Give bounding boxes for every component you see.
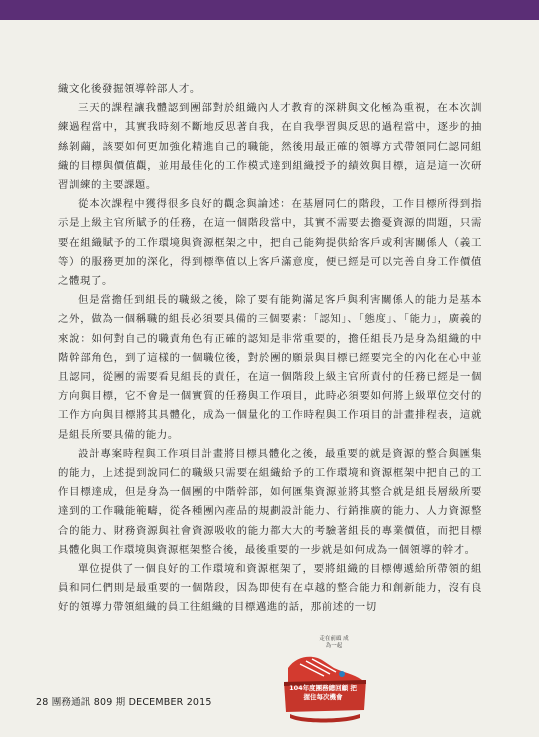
paragraph: 三天的課程讓我體認到團部對於組織內人才教育的深耕與文化極為重視，在本次訓練過程當中，其實我時刻不斷地反思著自我，在自我學習與反思的過程當中，逐步的抽絲剝繭，該要如何更加強化精進自己的職能，然後用最正確的領導方式帶領同仁認同組織的目標與價值觀，並用最佳化的工作模式達到組織授予的績效與目標，這是這一次研習訓練的主要課題。 xyxy=(58,102,482,192)
paragraph-continuation: 織文化後發掘領導幹部人才。 xyxy=(58,83,201,95)
paragraph: 單位提供了一個良好的工作環境和資源框架了，要將組織的目標傳遞給所帶領的組員和同仁們則是最重要的一個階段，因為即使有在卓越的整合能力和創新能力，沒有良好的領導力帶領組織的員工往組織的目標邁進的話，那前述的一切 xyxy=(58,563,482,614)
article-body xyxy=(58,80,482,618)
emblem-tag-text: 走在前頭 成為一起 xyxy=(319,636,349,649)
paragraph: 從本次課程中獲得很多良好的觀念與論述：在基層同仁的階段，工作目標所得到指示是上級主官所賦予的任務，在這一個階段當中，其實不需要去擔憂資源的問題，只需要在組織賦予的工作環境與資源框架之中，把自己能夠提供給客戶或利害關係人（義工等）的服務更加的深化，得到標準值以上客戶滿意度，便已經是可以完善自身工作價值之體現了。 xyxy=(58,198,482,288)
paragraph: 設計專案時程與工作項目計畫將目標具體化之後，最重要的就是資源的整合與匯集的能力，上述提到說同仁的職級只需要在組織給予的工作環境和資源框架中把自己的工作目標達成，但是身為一個團的中階幹部，如何匯集資源並將其整合就是組長層級所要達到的工作職能範疇，從各種團內產品的規劃設計能力、行銷推廣的能力、人力資源整合的能力、財務資源與社會資源吸收的能力都大大的考驗著組長的專業價值，而把目標具體化與工作環境與資源框架整合後，最後重要的一步就是如何成為一個領導的幹才。 xyxy=(58,447,482,556)
top-color-bar xyxy=(0,0,539,20)
emblem-banner-text: 104年度團務總回顧 把握住每次機會 xyxy=(289,684,357,701)
paragraph: 但是當擔任到組長的職級之後，除了要有能夠滿足客戶與利害關係人的能力是基本之外，做為一個稱職的組長必須要具備的三個要素：「認知」、「態度」、「能力」，廣義的來說：如何對自己的職責角色有正確的認知是非常重要的，擔任組長乃是身為組織的中階幹部角色，到了這樣的一個職位後，對於團的願景與目標已經要完全的內化在心中並且認同，從團的需要看見組長的責任，在這一個階段上級主官所責付的任務已經是一個方向與目標，它不會是一個實質的任務與工作項目，此時必須要如何將上級單位交付的工作方向與目標將其具體化，成為一個量化的工作時程與工作項目的計畫排程表，這就是組長所要具備的能力。 xyxy=(58,294,482,441)
page-footer: 28 團務通訊 809 期 DECEMBER 2015 xyxy=(36,697,212,708)
